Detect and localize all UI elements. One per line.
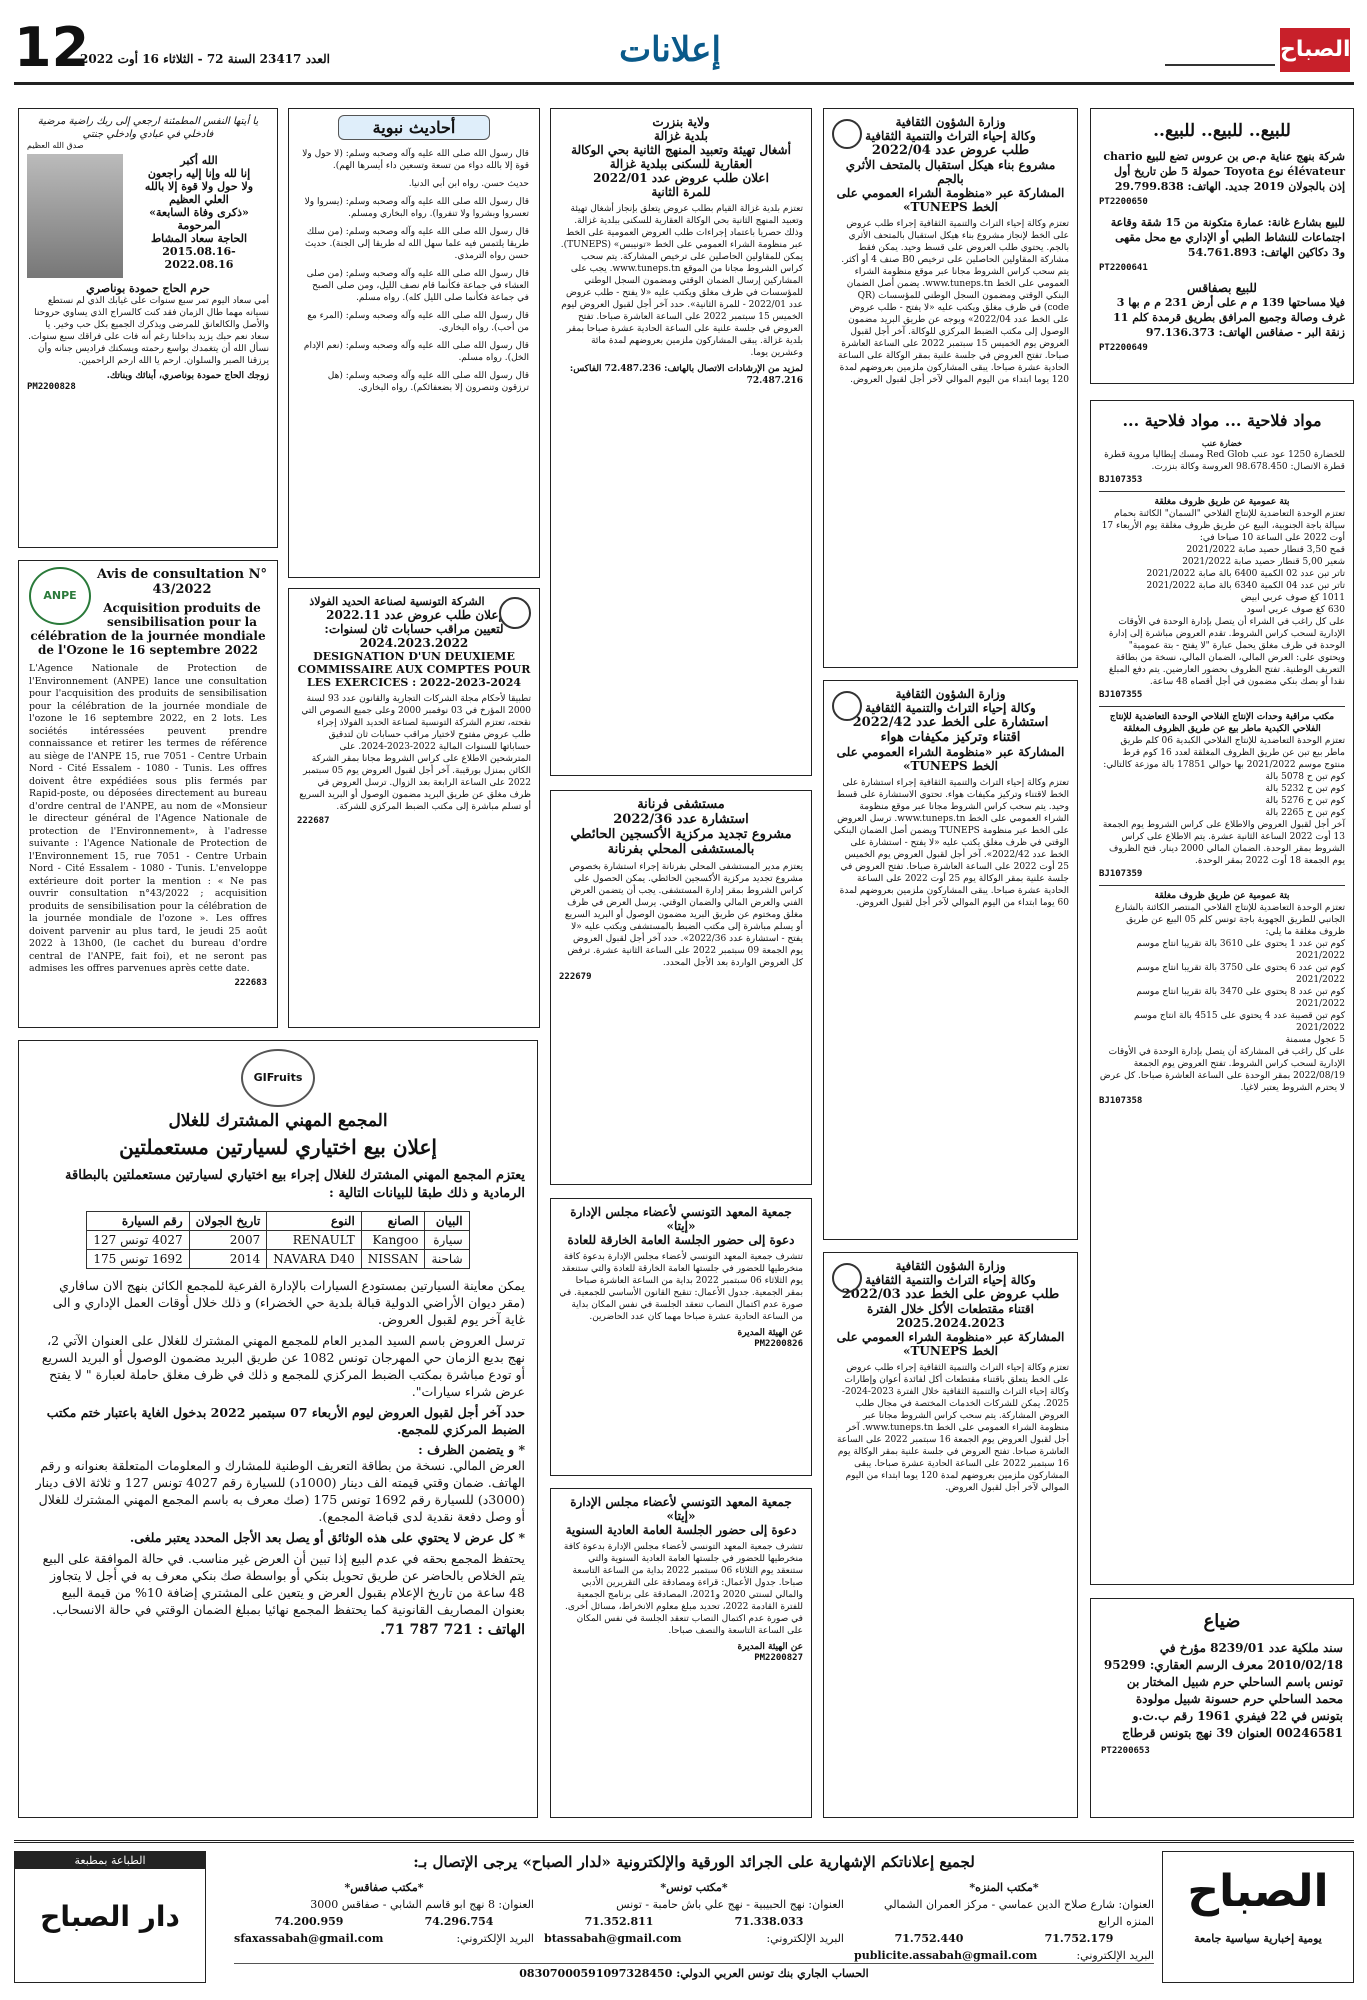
farm-auction3-list <box>1099 938 1345 1046</box>
farm-auction1-list <box>1099 544 1345 616</box>
divider <box>1099 491 1345 492</box>
office-address: العنوان: نهج الحبيبية - نهج علي باش حامبة - تونس <box>616 1898 844 1911</box>
logo-text: الصباح <box>1280 37 1351 62</box>
farm-auction3-title: بتة عمومية عن طريق ظروف مغلقة <box>1154 891 1290 901</box>
farm-auction3-code: BJ107358 <box>1099 1096 1143 1106</box>
gifruits-org: المجمع المهني المشترك للغلال <box>168 1111 388 1131</box>
assembly-code: PM2200827 <box>754 1653 803 1663</box>
list-item: كوم تبن ح 2265 بالة <box>1265 808 1345 818</box>
office-phones <box>234 1913 534 1930</box>
office-phone: 71.752.179 <box>1044 1932 1114 1945</box>
farm-grape-code: BJ107353 <box>1099 475 1143 485</box>
sale-ad-box <box>1090 108 1354 384</box>
list-item: كوم تبن ح 5276 بالة <box>1265 796 1345 806</box>
anpe-title: Avis de consultation N° 43/2022 <box>97 567 267 597</box>
heritage-body: تعتزم وكالة إحياء التراث والتنمية الثقافية إجراء طلب عروض على الخط لإنجاز مشروع بناء هيكل استقبال بالمتحف الأثري بالجم. يحتوي طلب العروض على قسط وحيد. يمكن فقط مشاركة المقاولين الحاصلين على ترخيص B0 صنف 4 أو أكثر. يتم سحب كراس الشروط مجانا عبر موقع منظومة الشراء العمومي على الخط www.tuneps.tn. يضمن أصل الضمان البنكي الوقتي ومضمون السجل الوطني للمؤسسات (QR code) في ظرف مغلق ويكتب عليه «لا يفتح - طلب عروض على الخط عدد 2022/04» ويوجه عن طريق البريد مضمون الوصول إلى مكتب الضبط المركزي للوكالة. آخر أجل لقبول العروض يوم الخميس 15 سبتمبر 2022 على الساعة العاشرة صباحا. تفتح العروض في جلسة علنية بمقر الوكالة على الساعة الحادية عشرة صباحا. يبقى المشاركون ملزمين بعروضهم لمدة 120 يوما ابتداء من اليوم الموالي لآخر أجل لقبول العروض. <box>838 219 1069 385</box>
table-cell: 4027 تونس 127 <box>87 1231 189 1250</box>
printer-box <box>14 1851 206 1983</box>
hospital-body: يعتزم مدير المستشفى المحلي بفرنانة إجراء استشارة بخصوص مشروع تجديد مركزية الأكسجين الحائطي. يمكن الحصول على كراس الشروط بمقر إدارة المستشفى. يجب أن يتضمن العرض الفني والعرض المالي والضمان الوقتي. يرسل العرض في ظرف مغلق ومختوم عن طريق البريد مضمون الوصول أو البريد السريع أو يسلم مباشرة إلى مكتب الضبط بالمستشفى ويكتب عليه «لا يفتح - استشارة عدد 2022/36». حدد آخر أجل لقبول العروض يوم الجمعة 09 سبتمبر 2022 على الساعة الثانية عشرة. ترفض كل العروض الواردة بعد الأجل المحدد. <box>564 862 803 968</box>
office-email[interactable]: sfaxassabah@gmail.com <box>234 1932 384 1945</box>
steel-title-fr: DESIGNATION D'UN DEUXIEME COMMISSAIRE AUX COMPTES POUR LES EXERCICES : 2022-2023-2024 <box>297 650 531 689</box>
steel-code: 222687 <box>297 816 330 826</box>
office-email-label: البريد الإلكتروني: <box>1076 1949 1154 1962</box>
heritage-subject: اقتناء وتركيز مكيفات هواء <box>880 730 1021 745</box>
ministry-emblem-icon <box>832 119 862 149</box>
gifruits-phone: الهاتف : 721 787 71. <box>380 1622 525 1638</box>
memorial-dates: 2015.08.16-2022.08.16 <box>162 245 236 271</box>
memorial-family: زوجك الحاج حمودة بوناصري، أبنائك وبناتك. <box>106 371 269 381</box>
office-tunis <box>544 1879 844 1947</box>
footer-logo <box>1162 1851 1354 1983</box>
assembly-sign: عن الهيئة المديرة <box>737 1328 803 1338</box>
list-item: كوم تبن عدد 6 يحتوي على 3750 بالة تقريبا انتاج موسم 2021/2022 <box>1136 963 1345 985</box>
farm-auction3-text: تعتزم الوحدة التعاضدية للإنتاج الفلاحي المنتصر الكائنة بالشارع الجانبي للطريق الجهوية باجة تونس كلم 05 البيع عن طريق ظروف مغلقة ما يلي: <box>1114 903 1345 937</box>
list-item: كوم تبن عدد 8 يحتوي على 3470 بالة تقريبا انتاج موسم 2021/2022 <box>1136 987 1345 1009</box>
heritage-agency: وكالة إحياء التراث والتنمية الثقافية <box>865 701 1036 715</box>
table-cell: Kangoo <box>361 1231 425 1250</box>
anpe-code: 222683 <box>234 977 267 988</box>
sale-code-1: PT2200650 <box>1099 197 1148 207</box>
office-title: *مكتب صفاقس* <box>344 1881 424 1894</box>
gifruits-p6: يحتفظ المجمع بحقه في عدم البيع إذا تبين أن العرض غير مناسب. في حالة الموافقة على البيع يتم الخلاص بالحاضر عن طريق تحويل بنكي أو بواسطة صك بنكي معرف به في أجل لا يتجاوز 48 ساعة من تاريخ الإعلام بقبول العرض و يتعين على المشتري إضافة 10% من قيمة البيع بعنوان المصاريف القانونية كما يحتفظ المجمع نهائيا بمبلغ الضمان الوقتي في حالة الانسحاب. <box>42 1551 525 1617</box>
heritage-headline: طلب عروض عدد 2022/04 <box>871 143 1030 158</box>
table-row <box>87 1231 469 1250</box>
hadith-item: قال رسول الله صلى الله عليه وآله وصحبه وسلم: (يسروا ولا تعسروا وبشروا ولا تنفروا). رواه البخاري ومسلم. <box>304 197 529 219</box>
assembly-sign: عن الهيئة المديرة <box>737 1642 803 1652</box>
printer-label: الطباعة بمطبعة <box>15 1852 205 1869</box>
assembly-body: تتشرف جمعية المعهد التونسي لأعضاء مجلس الإدارة بدعوة كافة منخرطيها للحضور في جلستها العامة العادية السنوية والتي ستنعقد يوم الثلاثاء 06 سبتمبر 2022 بداية من الساعة التاسعة صباحا. جدول الأعمال: قراءة ومصادقة على التقريرين الأدبي والمالي لسنتي 2020 و2021، المصادقة على برنامج الجمعية للفترة القادمة 2022، تحديد مبلغ معلوم الانخراط، مسائل أخرى. في صورة عدم اكتمال النصاب تنعقد الجلسة في نفس المكان على الساعة التاسعة والنصف صباحا. <box>563 1542 803 1636</box>
bizerte-state: ولاية بنزرت <box>652 115 710 129</box>
list-item: 630 كغ صوف عربي اسود <box>1246 605 1345 615</box>
farm-auction1-code: BJ107355 <box>1099 690 1143 700</box>
office-email-row <box>234 1930 534 1947</box>
table-cell: 1692 تونس 175 <box>87 1250 189 1269</box>
memorial-line: إنا لله وإنا إليه راجعون <box>147 167 251 180</box>
lost-notice-box <box>1090 1598 1354 1818</box>
office-email[interactable]: btassabah@gmail.com <box>544 1932 682 1945</box>
assembly-body: تتشرف جمعية المعهد التونسي لأعضاء مجلس الإدارة بدعوة كافة منخرطيها للحضور في جلستها العامة الخارقة للعادة والتي ستنعقد يوم الثلاثاء 06 سبتمبر 2022 بداية من الساعة العاشرة صباحا بمقر الجمعية. جدول الأعمال: تنقيح القانون الأساسي للجمعية. في صورة عدم اكتمال النصاب تنعقد الجلسة في نفس المكان بداية من الساعة الحادية عشرة صباحا مهما كان عدد الحاضرين. <box>559 1252 803 1322</box>
farm-auction3-more: على كل راغب في المشاركة أن يتصل بإدارة الوحدة في الأوقات الإدارية لسحب كراس الشروط. تفتح العروض يوم الجمعة 2022/08/19 بمقر الوحدة على الساعة العاشرة صباحا. كل عرض لا يحترم الشروط يعتبر لاغيا. <box>1099 1047 1345 1093</box>
issue-line: العدد 23417 السنة 72 - الثلاثاء 16 أوت 2022 <box>80 52 330 66</box>
sale-text-2: للبيع بشارع غانة: عمارة متكونة من 15 شقة وقاعة اجتماعات للنشاط الطبي أو الإداري مع محل مقهى و3 دكاكين الهاتف: 54.761.893 <box>1110 216 1345 259</box>
hospital-title: مستشفى فرنانة <box>637 797 725 812</box>
office-sfax <box>234 1879 534 1947</box>
gifruits-p3: حدد آخر أجل لقبول العروض ليوم الأربعاء 07 سبتمبر 2022 بدخول الغاية باعتبار ختم مكتب الضبط المركزي للمجمع. <box>46 1405 525 1437</box>
col-header: الصانع <box>361 1212 425 1231</box>
lost-code: PT2200653 <box>1101 1746 1150 1756</box>
table-cell: شاحنة <box>425 1250 469 1269</box>
divider <box>1099 885 1345 886</box>
heritage-tender-1 <box>823 108 1078 668</box>
page-header <box>0 0 1367 90</box>
memorial-body: أمي سعاد اليوم تمر سبع سنوات على غيابك الذي لم نستطع نسيانه مهما طال الزمان فقد كنت كالسراج الذي يساوي حروحنا والأصل والكالعانق للمرضى ويذكرك الجميع بكل حب وخير. يا سعاد نعم حبك يزيد بداخلنا رغم أنه فات على فراقك سبع سنوات. نسأل الله أن يتغمدك بواسع رحمته ويسكنك فراديس جنانه وأن يرزقنا الصبر والسلوان. ارحم يا الله ارحم الراحمين. <box>28 296 269 366</box>
bank-account: الحساب الجاري بنك تونس العربي الدولي: 08307000591097328450 <box>234 1963 1154 1980</box>
assembly-subtitle: دعوة إلى حضور الجلسة العامة العادية السنوية <box>565 1523 797 1537</box>
heritage-subject: اقتناء مقتطعات الأكل خلال الفترة 2025.2024.2023 <box>867 1302 1034 1330</box>
memorial-line: الحاجة سعاد المشاط <box>150 232 248 245</box>
gifruits-logo-text: GIFruits <box>253 1071 303 1084</box>
anpe-subject: Acquisition produits de sensibilisation pour la célébration de la journée mondiale de l'Ozone le 16 septembre 2022 <box>30 601 266 657</box>
ministry-emblem-icon <box>832 1263 862 1293</box>
farm-auction2-text: تعتزم الوحدة التعاضدية للإنتاج الفلاحي الكبدية 06 كلم طريق ماطر بيع تبن عن طريق الظروف المغلقة لعدد 16 كوم قرط منتوج موسم 2021/2022 بها حوالي 17851 بالة موزعة كالتالي: <box>1103 736 1345 770</box>
list-item: كوم تبن عدد 1 يحتوي على 3610 بالة تقريبا انتاج موسم 2021/2022 <box>1136 939 1345 961</box>
anpe-body: L'Agence Nationale de Protection de l'Environnement (ANPE) lance une consultation pour l'acquisition des produits de sensibilisation pour la célébration de la journée mondiale de l'ozone le 16 septembre 2022, en 2 lots. Les sociétés intéressées peuvent prendre connaissance et retirer les termes de référence au siège de l'ANPE 15, rue 7051 - Centre Urbain Nord - Cité Essalem - 1080 - Tunis. Les offres doivent être expédiées sous plis fermés par Rapid-poste, ou déposées directement au bureau d'ordre central de l'ANPE, au nom de «Monsieur le directeur général de l'Agence Nationale de protection de l'Environnement», à l'adresse suivante : l'Agence Nationale de Protection de l'Environnement 15, rue 7051 - Centre Urbain Nord - Cité Essalem - 1080 - Tunis. L'enveloppe extérieure doit porter la mention : « Ne pas ouvrir consultation n°43/2022 ; acquisition produits de sensibilisation pour la célébration de la journée mondiale de l'ozone ». Les offres doivent parvenir au plus tard, le jeudi 25 août 2022 à 13h00, (le cachet du bureau d'ordre central de l'ANPE, fait foi), et ne seront pas admises les offres parvenues après cette date. <box>29 663 267 974</box>
col-header: النوع <box>267 1212 362 1231</box>
table-cell: 2007 <box>189 1231 267 1250</box>
memorial-line: حرم الحاج حمودة بوناصري <box>86 282 210 295</box>
memorial-line: ولا حول ولا قوة إلا بالله <box>144 180 254 193</box>
assembly-code: PM2200826 <box>754 1339 803 1349</box>
sale-code-3: PT2200649 <box>1099 343 1148 353</box>
list-item: كوم تبن ح 5232 بالة <box>1265 784 1345 794</box>
office-menzah <box>854 1879 1154 1964</box>
list-item: كوم تبن ح 5078 بالة <box>1265 772 1345 782</box>
list-item: 1011 كغ صوف عربي ابيض <box>1240 593 1345 603</box>
divider <box>1099 706 1345 707</box>
gifruits-p4: العرض المالي. نسخة من بطاقة التعريف الوطنية للمشارك و المعلومات المتعلقة بعنوانه و رقم الهاتف. ضمان وقتي قيمته الف دينار (1000د) للسيارة رقم 4027 تونس 127 و ثلاثة الاف دينار (3000د) للسيارة رقم 1692 تونس 175 (صك معرف به باسم المجمع المهني المشترك للغلال أو وصل دفعة نقدية لدى قباضة المجمع). <box>35 1458 525 1524</box>
steel-company: الشركة التونسية لصناعة الحديد الفولاذ <box>309 595 485 608</box>
sale-code-2: PT2200641 <box>1099 263 1148 273</box>
anpe-logo-text: ANPE <box>43 589 77 602</box>
heritage-ministry: وزارة الشؤون الثقافية <box>895 1259 1006 1273</box>
hospital-subject: مشروع تجديد مركزية الأكسجين الحائطي بالمستشفى المحلي بفرنانة <box>570 827 792 857</box>
farm-auction1-text: تعتزم الوحدة التعاضدية للإنتاج الفلاحي "السمان" الكائنة بحمام سيالة باجة الجنوبية، البيع عن طريق ظروف مغلقة يوم الأربعاء 17 أوت 2022 على الساعة 10 صباحا في: <box>1101 509 1345 543</box>
office-title: *مكتب المنزه* <box>969 1881 1039 1894</box>
farm-title: مواد فلاحية ... مواد فلاحية ... <box>1122 411 1322 430</box>
heritage-tender-2 <box>823 680 1078 1240</box>
heritage-ministry: وزارة الشؤون الثقافية <box>895 687 1006 701</box>
gifruits-p1: يمكن معاينة السيارتين بمستودع السيارات بالإدارة الفرعية للمجمع الكائن بنهج الان سافاري (مقر ديوان الأراضي الدولية قبالة بلدية حي الخضراء) و ذلك خلال أوقات العمل الإداري و الى غاية آخر يوم لقبول العروض. <box>52 1278 525 1327</box>
logo-badge <box>1280 28 1350 72</box>
gifruits-title: إعلان بيع اختياري لسيارتين مستعملتين <box>119 1135 437 1159</box>
printer-name: دار الصباح <box>40 1900 180 1933</box>
table-header-row <box>87 1212 469 1231</box>
heritage-agency: وكالة إحياء التراث والتنمية الثقافية <box>865 1273 1036 1287</box>
office-email-row <box>544 1930 844 1947</box>
heritage-tender-3 <box>823 1252 1078 1818</box>
heritage-platform: المشاركة عبر «منظومة الشراء العمومي على الخط TUNEPS» <box>836 745 1065 773</box>
steel-body: تطبيقا لأحكام مجلة الشركات التجارية والقانون عدد 93 لسنة 2000 المؤرخ في 03 نوفمبر 2000 وعلى جميع النصوص التي نقحته، تعتزم الشركة التونسية لصناعة الحديد الفولاذ إجراء طلب عروض مفتوح لاختيار مراقب حسابات ثان لتدقيق حساباتها للسنوات المالية 2022-2023-2024. على المترشحين الاطلاع على كراس الشروط مجانا بمقر الشركة الكائن بمنزل بورقيبة. آخر أجل لقبول العروض يوم 05 سبتمبر 2022 على الساعة الرابعة بعد الزوال. ترسل العروض في ظرف مغلق عن طريق البريد مضمون الوصول أو البريد السريع أو تسلم مباشرة إلى مكتب الضبط المركزي للشركة. <box>299 694 531 812</box>
memorial-photo <box>27 154 123 278</box>
hadith-item: قال رسول الله صلى الله عليه وآله وصحبه وسلم: (من صلى العشاء في جماعة فكأنما قام نصف الليل، ومن صلى الصبح في جماعة فكأنما صلى الليل كله). رواه مسلم. <box>306 269 529 303</box>
list-item: شعير 5,00 قنطار حصيد صابة 2021/2022 <box>1182 557 1345 567</box>
col-header: تاريخ الجولان <box>189 1212 267 1231</box>
gifruits-p2: ترسل العروض باسم السيد المدير العام للمجمع المهني المشترك للغلال على العنوان الآتي 2، نهج بديع الزمان حي المهرجان تونس 1082 عن طريق البريد مضمون الوصول أو البريد السريع أو تودع مباشرة بمكتب الضبط المركزي للمجمع و ذلك في ظرف مغلق حاملة لعبارة " لا يفتح عرض شراء سيارات". <box>41 1333 525 1399</box>
heritage-platform: المشاركة عبر «منظومة الشراء العمومي على الخط TUNEPS» <box>836 186 1065 214</box>
logo-pen-drawing <box>1165 42 1275 66</box>
hadith-title: أحاديث نبوية <box>338 115 490 140</box>
office-email-row <box>854 1947 1154 1964</box>
heritage-ministry: وزارة الشؤون الثقافية <box>895 115 1006 129</box>
bizerte-municipality: بلدية غزالة <box>654 129 708 143</box>
memorial-line: العلي العظيم <box>169 193 229 206</box>
list-item: 5 عجول مسمنة <box>1285 1035 1345 1045</box>
hadith-item: حديث حسن. رواه ابن أبي الدنيا. <box>408 179 529 189</box>
hospital-consultation <box>550 790 812 1185</box>
memorial-line: الله أكبر <box>180 154 218 167</box>
hadith-item: قال رسول الله صلى الله عليه وآله وصحبه وسلم: (نعم الإدام الخل). رواه مسلم. <box>303 341 529 363</box>
vehicles-table <box>86 1211 469 1269</box>
gifruits-sale <box>18 1040 538 1818</box>
list-item: قمح 3,50 قنطار حصيد صابة 2021/2022 <box>1186 545 1345 555</box>
memorial-verse: يا أيتها النفس المطمئنة ارجعي إلى ربك راضية مرضية فادخلي في عبادي وادخلي جنتي <box>37 116 259 140</box>
table-cell: RENAULT <box>267 1231 362 1250</box>
table-cell: NAVARA D40 <box>267 1250 362 1269</box>
bizerte-body: تعتزم بلدية غزالة القيام بطلب عروض يتعلق بإنجاز أشغال تهيئة وتعبيد المنهج الثانية بحي الوكالة العقارية للسكنى ببلدية غزالة. وذلك حصريا باعتماد إجراءات طلب العروض العمومية على الخط عبر منظومة الشراء العمومي على الخط «تونيبس» (TUNEPS). يمكن للمقاولين الحاصلين على ترخيص المشاركة. يتم سحب كراس الشروط مجانا من الموقع www.tuneps.tn. يجب على المشاركين إرسال الضمان الوقتي ومضمون السجل الوطني للمؤسسات في ظرف مغلق ويكتب عليه «لا يفتح - طلب عروض عدد 2022/01 - للمرة الثانية». حدد آخر أجل لقبول العروض ليوم الخميس 15 سبتمبر 2022 على الساعة العاشرة صباحا. تفتح العروض في جلسة علنية على الساعة الحادية عشرة صباحا بمقر بلدية غزالة. يبقى المشاركون ملزمين بعروضهم لمدة مائة وعشرين يوما. <box>560 204 803 358</box>
list-item: كوم تبن قصيبة عدد 4 يحتوي على 4515 بالة انتاج موسم 2021/2022 <box>1134 1011 1345 1033</box>
bizerte-headline: اعلان طلب عروض عدد 2022/01 <box>593 171 769 185</box>
assembly-subtitle: دعوة إلى حضور الجلسة العامة الخارقة للعادة <box>567 1233 795 1247</box>
table-cell: 2014 <box>189 1250 267 1269</box>
memorial-verse-ref: صدق الله العظيم <box>27 141 84 150</box>
footer-logo-text: الصباح <box>1187 1866 1329 1917</box>
steel-logo-icon <box>499 597 531 629</box>
sale-text-3: فيلا مساحتها 139 م م على أرض 231 م م بها 3 غرف وصالة وجميع المرافق بطريق قرمدة كلم 11 زنقة البر - صفاقس الهاتف: 97.136.373 <box>1113 296 1345 339</box>
steel-tender <box>288 588 540 1028</box>
section-title: إعلانات <box>619 30 721 70</box>
footer <box>14 1840 1354 1993</box>
hadith-item: قال رسول الله صلى الله عليه وآله وصحبه وسلم: (هل ترزقون وتنصرون إلا بضعفائكم). رواه البخاري. <box>327 371 529 393</box>
sale-title: للبيع.. للبيع.. للبيع.. <box>1153 121 1291 141</box>
farm-grape-title: خضارة عنب <box>1201 438 1243 448</box>
memorial-code: PM2200828 <box>27 382 76 392</box>
heritage-body: تعتزم وكالة إحياء التراث والتنمية الثقافية إجراء استشارة على الخط لاقتناء وتركيز مكيفات هواء. تحتوي الاستشارة على قسط وحيد. يتم سحب كراس الشروط مجانا عبر موقع منظومة الشراء العمومي على الخط www.tuneps.tn. ترسل العروض على الخط عبر منظومة TUNEPS ويضمن أصل الضمان البنكي الوقتي في ظرف مغلق يكتب عليه «لا يفتح - استشارة على الخط عدد 2022/42». آخر أجل لقبول العروض يوم الخميس 25 أوت 2022 على الساعة العاشرة صباحا. تفتح العروض في جلسة علنية بمقر الوكالة يوم 25 أوت 2022 على الساعة الحادية عشرة صباحا. يبقى المشاركون ملزمين بعروضهم لمدة 60 يوما ابتداء من اليوم الموالي لآخر أجل لقبول العروض. <box>833 778 1069 908</box>
assembly-extraordinary <box>550 1198 812 1476</box>
lost-title: ضياع <box>1203 1611 1241 1632</box>
assembly-title: جمعية المعهد التونسي لأعضاء مجلس الإدارة «إيتا» <box>570 1495 792 1523</box>
gifruits-logo <box>241 1049 315 1107</box>
farm-auction2-more: آخر أجل لقبول العروض والاطلاع على كراس الشروط يوم الجمعة 13 أوت 2022 الساعة الثانية عشرة. يتم الاطلاع على كراس الشروط بمقر الوحدة. الضمان المالي 2000 دينار. فتح الظروف يوم الجمعة 18 أوت 2022 بمقر الوحدة. <box>1102 820 1345 866</box>
assembly-annual <box>550 1488 812 1818</box>
bizerte-contact: لمزيد من الإرشادات الاتصال بالهاتف: 72.487.236 الفاكس: 72.487.216 <box>569 364 803 386</box>
col-header: رقم السيارة <box>87 1212 189 1231</box>
office-email[interactable]: publicite.assabah@gmail.com <box>854 1949 1038 1962</box>
anpe-consultation <box>18 560 278 1028</box>
farm-auction1-title: بتة عمومية عن طريق ظروف مغلقة <box>1154 497 1290 507</box>
table-row <box>87 1250 469 1269</box>
office-phones <box>854 1930 1154 1947</box>
lost-text: سند ملكية عدد 8239/01 مؤرخ في 2010/02/18 معرف الرسم العقاري: 95299 تونس باسم الساحلي حرم شبيل المختار بن محمد الساحلي حرم حسونة شبيل مولودة بتونس في 22 فيفري 1961 رقم ب.ت.و 00246581 العنوان 39 نهج بتونس قرطاج <box>1103 1641 1343 1740</box>
farm-auction2-code: BJ107359 <box>1099 869 1143 879</box>
office-phone: 74.296.754 <box>424 1915 494 1928</box>
office-phone: 71.352.811 <box>584 1915 654 1928</box>
bizerte-round: للمرة الثانية <box>651 185 711 199</box>
office-email-label: البريد الإلكتروني: <box>766 1932 844 1945</box>
office-phone: 74.200.959 <box>274 1915 344 1928</box>
office-phone: 71.752.440 <box>894 1932 964 1945</box>
assembly-title: جمعية المعهد التونسي لأعضاء مجلس الإدارة «إيتا» <box>570 1205 792 1233</box>
hospital-code: 222679 <box>559 972 592 982</box>
office-email-label: البريد الإلكتروني: <box>456 1932 534 1945</box>
gifruits-p4-title: * و يتضمن الظرف : <box>418 1442 525 1457</box>
ministry-emblem-icon <box>832 691 862 721</box>
hadith-item: قال رسول الله صلى الله عليه وآله وصحبه وسلم: (من سلك طريقا يلتمس فيه علما سهل الله له طريقا إلى الجنة). حديث حسن رواه الترمذي. <box>305 227 529 261</box>
header-rule <box>14 82 1354 85</box>
hadith-item: قال رسول الله صلى الله عليه وآله وصحبه وسلم: (المرء مع من أحب). رواه البخاري. <box>307 311 529 333</box>
office-phones <box>544 1913 844 1930</box>
gifruits-intro: يعتزم المجمع المهني المشترك للغلال إجراء بيع اختياري لسيارتين مستعملتين بالبطاقة الرمادية و ذلك طبقا للبيانات التالية : <box>65 1168 525 1201</box>
col-header: البيان <box>425 1212 469 1231</box>
office-address: العنوان: شارع صلاح الدين عماسي - مركز العمران الشمالي المنزه الرابع <box>884 1898 1154 1928</box>
table-cell: سيارة <box>425 1231 469 1250</box>
table-cell: NISSAN <box>361 1250 425 1269</box>
hadith-item: قال رسول الله صلى الله عليه وآله وصحبه وسلم: (لا حول ولا قوة إلا بالله دواء من تسعة وتسعين داء أيسرها الهم). <box>302 149 529 171</box>
sale-text-1: شركة بنهج عناية م.ص بن عروس تضع للبيع chario élévateur نوع Toyota حمولة 5 طن تاريخ أول إذن بالجولان 2019 جديد. الهاتف: 29.799.838 <box>1103 150 1345 193</box>
memorial-line: «ذكرى وفاة السابعة» <box>149 206 249 219</box>
hospital-headline: استشارة عدد 2022/36 <box>613 812 749 827</box>
footer-banner: لجميع إعلاناتكم الإشهارية على الجرائد الورقية والإلكترونية «لدار الصباح» يرجى الإتصال بـ: <box>413 1853 975 1871</box>
farm-grape-text: للخضارة 1250 عود عنب Red Glob ومسك إيطاليا مروية قطرة قطرة الاتصال: 98.678.450 العروسة وكالة بنزرت. <box>1104 450 1345 472</box>
newspaper-logo <box>1150 28 1350 80</box>
page-number: 12 <box>14 16 90 79</box>
heritage-platform: المشاركة عبر «منظومة الشراء العمومي على الخط TUNEPS» <box>836 1330 1065 1358</box>
steel-subject: لتعيين مراقب حسابات ثان لسنوات: 2024.2023.2022 <box>324 622 504 650</box>
heritage-headline: استشارة على الخط عدد 2022/42 <box>852 715 1049 730</box>
office-address: العنوان: 8 نهج ابو قاسم الشابي - صفاقس 3000 <box>310 1898 534 1911</box>
farm-auction2-title: مكتب مراقبة وحدات الإنتاج الفلاحي الوحدة التعاضدية للإنتاج الفلاحي الكبدية ماطر بيع عن طريق الظروف المغلقة <box>1109 712 1335 734</box>
list-item: تاتر تبن عدد 04 الكمية 6340 بالة صابة 2021/2022 <box>1146 581 1345 591</box>
farm-auction2-list <box>1099 771 1345 819</box>
bizerte-tender <box>550 108 812 776</box>
steel-headline: إعلان طلب عروض عدد 2022.11 <box>326 608 502 622</box>
office-title: *مكتب تونس* <box>660 1881 728 1894</box>
bizerte-title: أشغال تهيئة وتعبيد المنهج الثانية بحي الوكالة العقارية للسكنى ببلدية غزالة <box>571 143 791 171</box>
memorial-line: المرحومة <box>177 219 221 232</box>
hadith-box <box>288 108 540 578</box>
memorial-box <box>18 108 278 548</box>
gifruits-p5: * كل عرض لا يحتوي على هذه الوثائق أو يصل بعد الأجل المحدد يعتبر ملغى. <box>129 1530 525 1545</box>
heritage-body: تعتزم وكالة إحياء التراث والتنمية الثقافية إجراء طلب عروض على الخط يتعلق باقتناء مقتطعات أكل لفائدة أعوان وإطارات وكالة إحياء التراث والتنمية الثقافية خلال الفترة 2023-2024-2025. يمكن للشركات الخدمات المختصة في مجال طلب العروض المشاركة. يتم سحب كراس الشروط مجانا عبر منظومة الشراء العمومي على الخط www.tuneps.tn. آخر أجل لقبول العروض يوم الجمعة 16 سبتمبر 2022 على الساعة العاشرة صباحا. تفتح العروض في جلسة علنية بمقر الوكالة يوم 16 سبتمبر 2022 على الساعة الحادية عشرة صباحا. يبقى المشاركون ملزمين بعروضهم لمدة 120 يوما ابتداء من اليوم الموالي لآخر أجل لقبول العروض. <box>836 1363 1069 1493</box>
sale-subtitle-3: للبيع بصفاقس <box>1187 281 1257 295</box>
anpe-logo <box>29 567 91 625</box>
list-item: تاتر تبن عدد 02 الكمية 6400 بالة صابة 2021/2022 <box>1146 569 1345 579</box>
office-phone: 71.338.033 <box>734 1915 804 1928</box>
farm-ads-box <box>1090 400 1354 1585</box>
heritage-subject: مشروع بناء هيكل استقبال بالمتحف الأثري بالجم <box>845 158 1056 186</box>
footer-tagline: يومية إخبارية سياسية جامعة <box>1194 1932 1322 1945</box>
heritage-agency: وكالة إحياء التراث والتنمية الثقافية <box>865 129 1036 143</box>
heritage-headline: طلب عروض على الخط عدد 2022/03 <box>841 1287 1060 1302</box>
farm-auction1-more: على كل راغب في الشراء أن يتصل بإدارة الوحدة في الأوقات الإدارية لسحب كراس الشروط. تقدم العروض مباشرة إلى إدارة الوحدة في ظرف مغلق يحمل عبارة "لا يفتح - بتة عمومية" ويحتوي على: العرض المالي، الضمان المالي، نسخة من بطاقة التعريف الوطنية. تفتح الظروف بحضور العارضين. يتم دفع المبلغ نقدا أو بصك بنكي مضمون في أجل أقصاه 48 ساعة. <box>1108 617 1345 687</box>
